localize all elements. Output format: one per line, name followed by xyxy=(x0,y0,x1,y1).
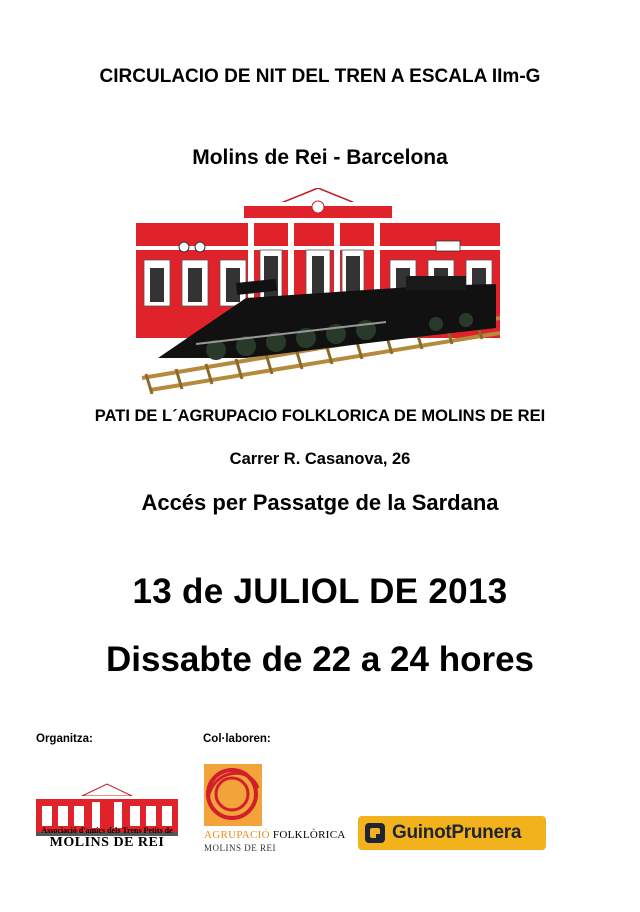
sponsor-mark-icon xyxy=(364,822,386,844)
venue-name: PATI DE L´AGRUPACIO FOLKLORICA DE MOLINS DE REI xyxy=(94,407,546,425)
access-info: Accés per Passatge de la Sardana xyxy=(141,490,499,515)
train-station-illustration xyxy=(136,188,500,394)
sponsor-name: GuinotPrunera xyxy=(392,822,522,843)
event-date: 13 de JULIOL DE 2013 xyxy=(132,572,508,611)
collaborators-label: Col·laboren: xyxy=(203,733,271,745)
event-time: Dissabte de 22 a 24 hores xyxy=(106,640,534,679)
sponsor-logo xyxy=(358,816,546,850)
organizer-name-line1: Associació d'amics dels Trens Petits de xyxy=(41,826,173,835)
poster-title: CIRCULACIO DE NIT DEL TREN A ESCALA IIm-G xyxy=(99,66,541,87)
folk-group-name: AGRUPACIÓ FOLKLÒRICA xyxy=(204,829,346,841)
folk-group-logo-icon xyxy=(200,758,266,828)
organizer-label: Organitza: xyxy=(36,733,93,745)
organizer-name-line2: MOLINS DE REI xyxy=(49,835,165,850)
folk-group-town: MOLINS DE REI xyxy=(204,843,276,853)
street-address: Carrer R. Casanova, 26 xyxy=(229,450,411,468)
poster-location: Molins de Rei - Barcelona xyxy=(192,146,448,169)
